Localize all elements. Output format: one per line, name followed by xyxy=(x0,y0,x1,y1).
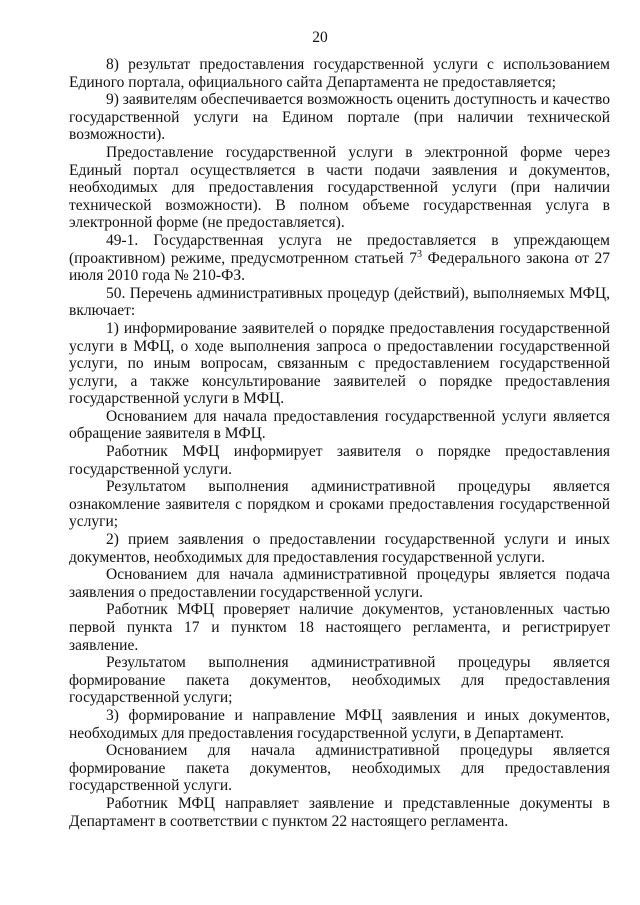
paragraph-worker-checks: Работник МФЦ проверяет наличие документов, установленных частью первой пункта 17 и пунктом 18 настоящего регламента, и регистрирует заявление. xyxy=(69,601,610,654)
paragraph-49-1-text: 49-1. Государственная услуга не предоставляется в упреждающем (проактивном) режиме, предусмотренном статьей 7 xyxy=(69,231,610,267)
document-body xyxy=(69,56,610,830)
paragraph-electronic-form: Предоставление государственной услуги в электронной форме через Единый портал осуществляется в части подачи заявления и документов, необходимых для предоставления государственной услуги (при наличии технической возможности). В полном объеме государственная услуга в электронной форме (не предоставляется). xyxy=(69,143,610,232)
paragraph-50: 50. Перечень административных процедур (действий), выполняемых МФЦ, включает: xyxy=(69,284,610,320)
page-number: 20 xyxy=(312,29,328,46)
paragraph-item-9: 9) заявителям обеспечивается возможность оценить доступность и качество государственной услуги на Едином портале (при наличии технической возможности). xyxy=(69,91,610,144)
paragraph-item-3: 3) формирование и направление МФЦ заявления и иных документов, необходимых для предоставления государственной услуги, в Департамент. xyxy=(69,706,610,742)
paragraph-worker-sends: Работник МФЦ направляет заявление и представленные документы в Департамент в соответствии с пунктом 22 настоящего регламента. xyxy=(69,794,610,830)
paragraph-49-1 xyxy=(69,232,610,285)
paragraph-49-1-text-end: Федерального закона от 27 июля 2010 года № 210-ФЗ. xyxy=(69,249,611,285)
paragraph-item-1: 1) информирование заявителей о порядке предоставления государственной услуги в МФЦ, о ходе выполнения запроса о предоставлении государственной услуги, по иным вопросам, связанным с предоставлением государственной услуги, а также консультирование заявителей о порядке предоставления государственной услуги в МФЦ. xyxy=(69,319,610,408)
paragraph-item-2: 2) прием заявления о предоставлении государственной услуги и иных документов, необходимых для предоставления государственной услуги. xyxy=(69,531,610,566)
paragraph-item-8: 8) результат предоставления государственной услуги с использованием Единого портала, официального сайта Департамента не предоставляется; xyxy=(69,56,610,91)
superscript-3: 3 xyxy=(417,248,423,260)
paragraph-worker-informs: Работник МФЦ информирует заявителя о порядке предоставления государственной услуги. xyxy=(69,443,610,478)
paragraph-basis-3: Основанием для начала административной процедуры является формирование пакета документов, необходимых для предоставления государственной услуги. xyxy=(69,742,610,795)
paragraph-result-2: Результатом выполнения административной процедуры является формирование пакета документов, необходимых для предоставления государственной услуги; xyxy=(69,654,610,707)
paragraph-basis-2: Основанием для начала административной процедуры является подача заявления о предоставлении государственной услуги. xyxy=(69,566,610,601)
paragraph-result-1: Результатом выполнения административной процедуры является ознакомление заявителя с порядком и сроками предоставления государственной услуги; xyxy=(69,478,610,531)
paragraph-basis-1: Основанием для начала предоставления государственной услуги является обращение заявителя в МФЦ. xyxy=(69,407,610,443)
